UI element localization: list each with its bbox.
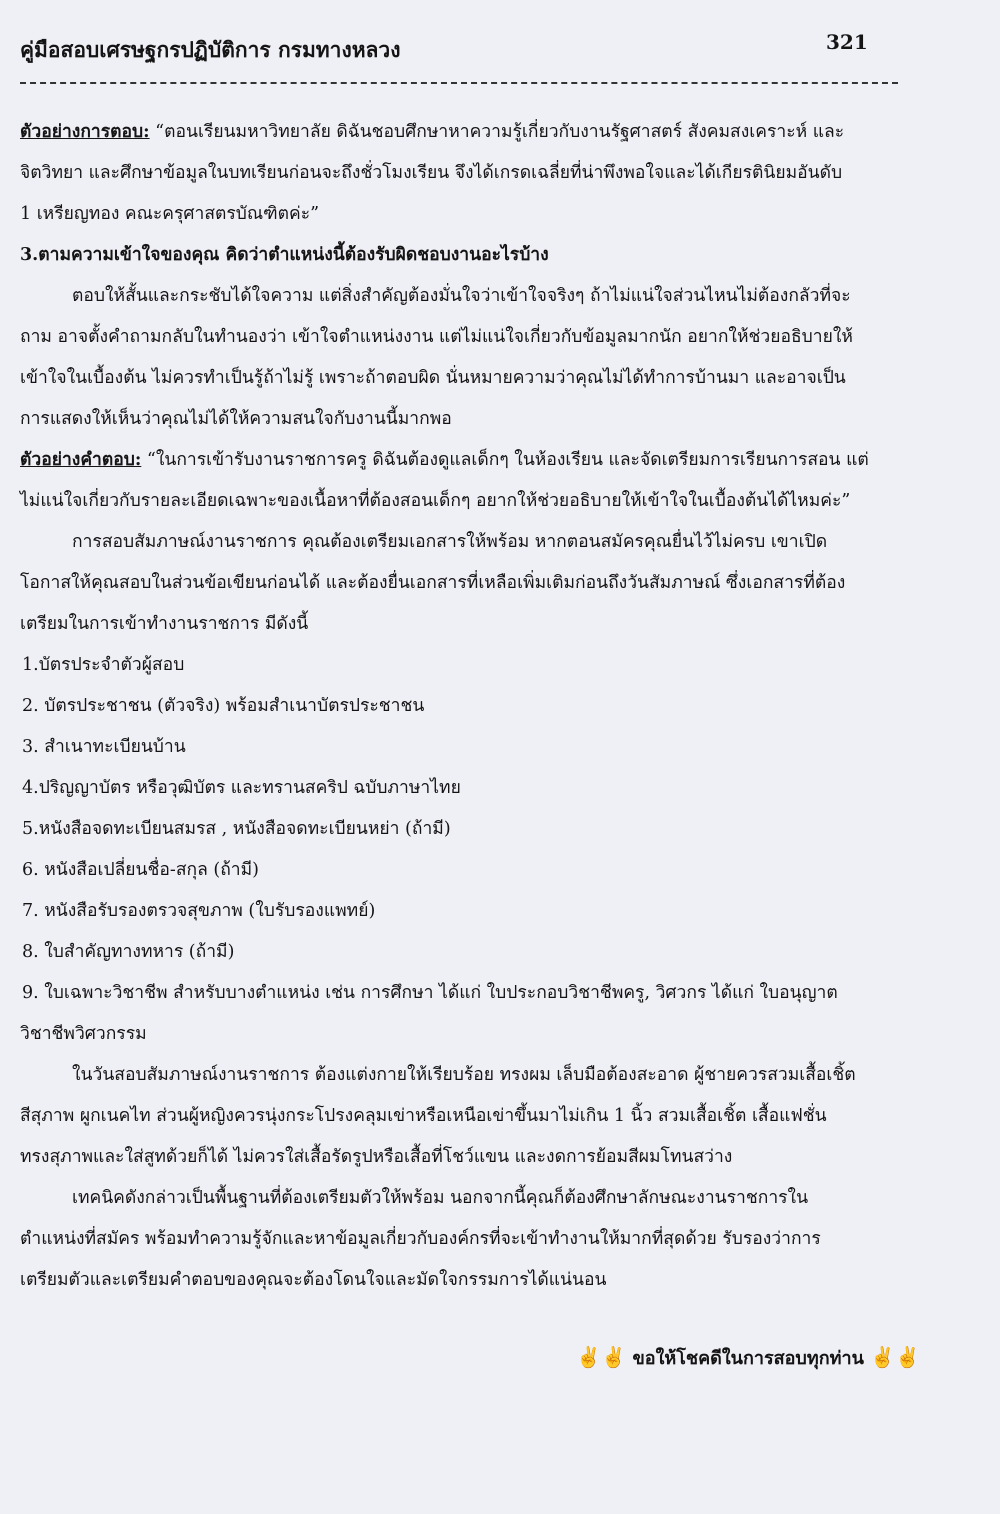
example-answer-2	[20, 440, 920, 481]
dashed-divider	[20, 82, 898, 84]
page-number: 321	[826, 30, 868, 54]
list-item: 7. หนังสือรับรองตรวจสุขภาพ (ใบรับรองแพทย์)	[22, 901, 376, 921]
example-answer-label: ตัวอย่างการตอบ:	[20, 122, 150, 142]
text-line: ในวันสอบสัมภาษณ์งานราชการ ต้องแต่งกายให้เรียบร้อย ทรงผม เล็บมือต้องสะอาด ผู้ชายควรสวมเสื้อเชิ้ต	[72, 1065, 856, 1085]
page-body	[20, 112, 920, 1301]
closing-message	[576, 1343, 920, 1372]
victory-hand-icon: ✌✌	[870, 1345, 920, 1369]
text-line: ไม่แน่ใจเกี่ยวกับรายละเอียดเฉพาะของเนื้อหาที่ต้องสอนเด็กๆ อยากให้ช่วยอธิบายให้เข้าใจในเบื้องต้นได้ไหมค่ะ”	[20, 491, 851, 511]
text-line: ตำแหน่งที่สมัคร พร้อมทำความรู้จักและหาข้อมูลเกี่ยวกับองค์กรที่จะเข้าทำงานให้มากที่สุดด้วย รับรองว่าการ	[20, 1229, 821, 1249]
text-line: ถาม อาจตั้งคำถามกลับในทำนองว่า เข้าใจตำแหน่งงาน แต่ไม่แน่ใจเกี่ยวกับข้อมูลมากนัก อยากให้ช่วยอธิบายให้	[20, 327, 853, 347]
text-line: สีสุภาพ ผูกเนคไท ส่วนผู้หญิงควรนุ่งกระโปรงคลุมเข่าหรือเหนือเข่าขึ้นมาไม่เกิน 1 นิ้ว สวมเสื้อเชิ้ต เสื้อแฟชั่น	[20, 1106, 827, 1126]
text-line: เทคนิคดังกล่าวเป็นพื้นฐานที่ต้องเตรียมตัวให้พร้อม นอกจากนี้คุณก็ต้องศึกษาลักษณะงานราชการใน	[72, 1188, 809, 1208]
text-line: โอกาสให้คุณสอบในส่วนข้อเขียนก่อนได้ และต้องยื่นเอกสารที่เหลือเพิ่มเติมก่อนถึงวันสัมภาษณ์ ซึ่งเอกสารที่ต้อง	[20, 573, 846, 593]
list-item: 5.หนังสือจดทะเบียนสมรส , หนังสือจดทะเบียนหย่า (ถ้ามี)	[22, 819, 451, 839]
example-answer-label: ตัวอย่างคำตอบ:	[20, 450, 142, 470]
example-answer-1	[20, 112, 920, 153]
list-item: 8. ใบสำคัญทางทหาร (ถ้ามี)	[22, 942, 235, 962]
text-line: วิชาชีพวิศวกรรม	[20, 1024, 147, 1044]
list-item: 2. บัตรประชาชน (ตัวจริง) พร้อมสำเนาบัตรประชาชน	[22, 696, 425, 716]
example-answer-text: “ในการเข้ารับงานราชการครู ดิฉันต้องดูแลเด็กๆ ในห้องเรียน และจัดเตรียมการเรียนการสอน แต่	[141, 450, 869, 470]
header-title: คู่มือสอบเศรษฐกรปฏิบัติการ กรมทางหลวง	[20, 37, 401, 62]
victory-hand-icon: ✌✌	[576, 1345, 627, 1369]
text-line: จิตวิทยา และศึกษาข้อมูลในบทเรียนก่อนจะถึงชั่วโมงเรียน จึงได้เกรดเฉลี่ยที่น่าพึงพอใจและได้เกียรตินิยมอันดับ	[20, 163, 843, 183]
list-item: 1.บัตรประจำตัวผู้สอบ	[22, 655, 185, 675]
list-item: 6. หนังสือเปลี่ยนชื่อ-สกุล (ถ้ามี)	[22, 860, 260, 880]
list-item: 4.ปริญญาบัตร หรือวุฒิบัตร และทรานสคริป ฉบับภาษาไทย	[22, 778, 461, 798]
closing-text: ขอให้โชคดีในการสอบทุกท่าน	[632, 1348, 864, 1369]
text-line: การสอบสัมภาษณ์งานราชการ คุณต้องเตรียมเอกสารให้พร้อม หากตอนสมัครคุณยื่นไว้ไม่ครบ เขาเปิด	[72, 532, 828, 552]
list-item: 9. ใบเฉพาะวิชาชีพ สำหรับบางตำแหน่ง เช่น การศึกษา ได้แก่ ใบประกอบวิชาชีพครู, วิศวกร ได้แก่ ใบอนุญาต	[22, 983, 838, 1003]
question-3-heading: 3.ตามความเข้าใจของคุณ คิดว่าตำแหน่งนี้ต้องรับผิดชอบงานอะไรบ้าง	[20, 245, 549, 265]
list-item: 3. สำเนาทะเบียนบ้าน	[22, 737, 186, 757]
text-line: 1 เหรียญทอง คณะครุศาสตรบัณฑิตค่ะ”	[20, 204, 320, 224]
example-answer-text: “ตอนเรียนมหาวิทยาลัย ดิฉันชอบศึกษาหาความรู้เกี่ยวกับงานรัฐศาสตร์ สังคมสงเคราะห์ และ	[149, 122, 845, 142]
text-line: ทรงสุภาพและใส่สูทด้วยก็ได้ ไม่ควรใส่เสื้อรัดรูปหรือเสื้อที่โชว์แขน และงดการย้อมสีผมโทนสว่าง	[20, 1147, 733, 1167]
text-line: เข้าใจในเบื้องต้น ไม่ควรทำเป็นรู้ถ้าไม่รู้ เพราะถ้าตอบผิด นั่นหมายความว่าคุณไม่ได้ทำการบ้านมา และอาจเป็น	[20, 368, 846, 388]
text-line: เตรียมในการเข้าทำงานราชการ มีดังนี้	[20, 614, 309, 634]
text-line: การแสดงให้เห็นว่าคุณไม่ได้ให้ความสนใจกับงานนี้มากพอ	[20, 409, 452, 429]
text-line: ตอบให้สั้นและกระชับได้ใจความ แต่สิ่งสำคัญต้องมั่นใจว่าเข้าใจจริงๆ ถ้าไม่แน่ใจส่วนไหนไม่ต้องกลัวที่จะ	[72, 286, 851, 306]
text-line: เตรียมตัวและเตรียมคำตอบของคุณจะต้องโดนใจและมัดใจกรรมการได้แน่นอน	[20, 1270, 607, 1290]
